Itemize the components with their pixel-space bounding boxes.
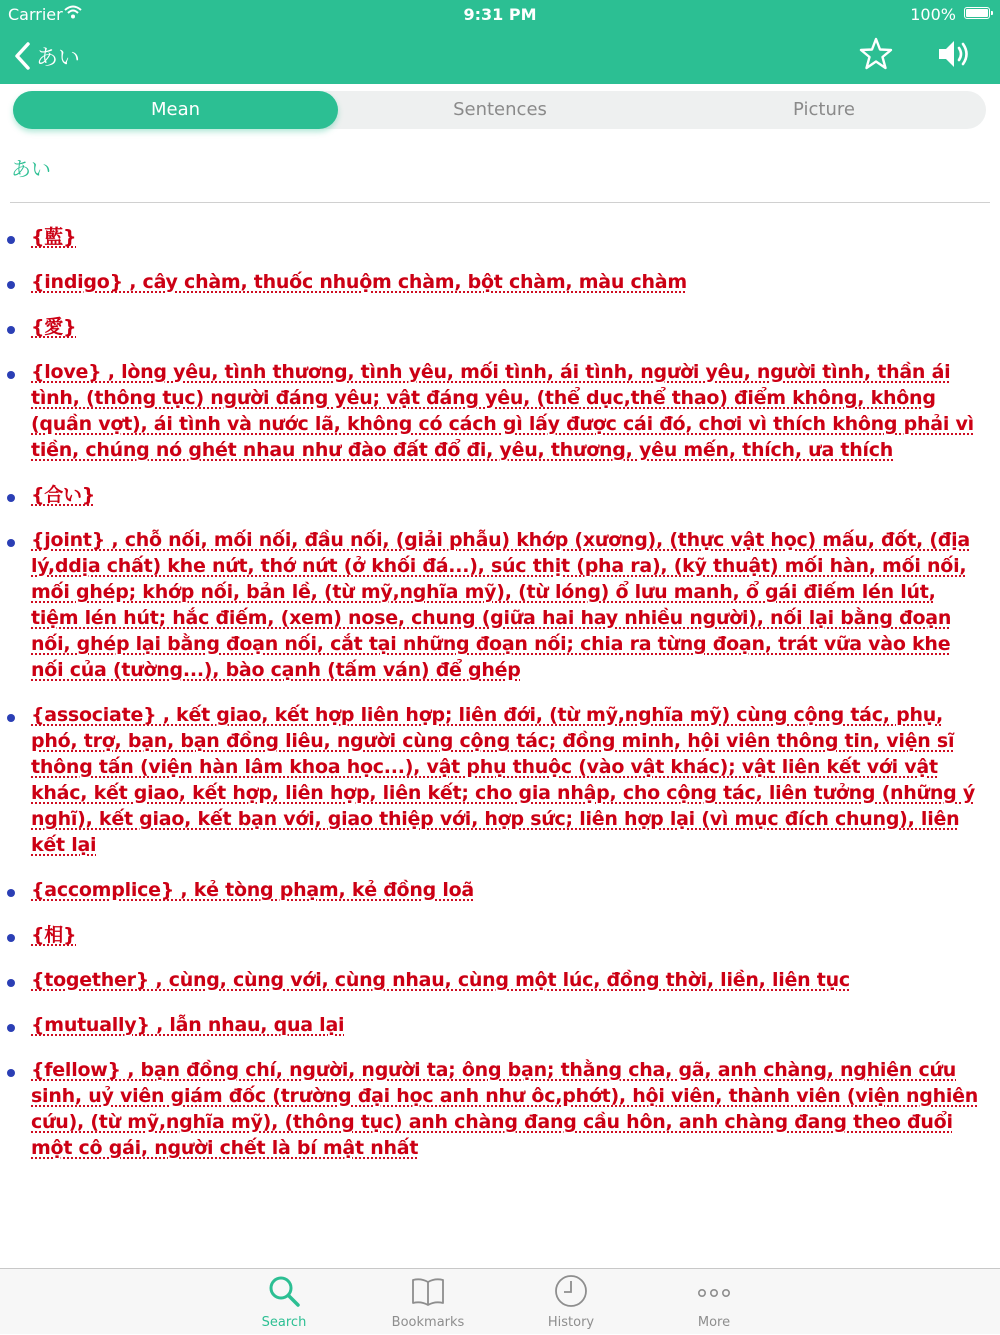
definition-item <box>0 877 1000 903</box>
bullet-icon <box>7 494 15 502</box>
carrier-label: Carrier <box>8 5 63 24</box>
bullet-icon <box>7 326 15 334</box>
definition-text[interactable]: {love} , lòng yêu, tình thương, tình yêu, mối tình, ái tình, người yêu, người tình, thần ái tình, (thông tục) người đáng yêu; vật đáng yêu, (thể dục,thể thao) điểm không, không (quần vợt), ái tình và nước lã, không có cách gì lấy được cái đó, chơi vì thích không phải vì tiền, chúng nó ghét nhau như đào đất đổ đi, yêu, thương, yêu mến, thích, ưa thích <box>31 361 974 461</box>
definition-item <box>0 527 1000 683</box>
navigation-bar <box>0 28 1000 84</box>
definition-item <box>0 922 1000 948</box>
battery-icon <box>964 7 990 19</box>
definition-item <box>0 314 1000 340</box>
tabbar-more[interactable] <box>654 1269 774 1335</box>
word-title: あい <box>11 157 51 181</box>
definition-list <box>0 224 1000 1180</box>
definition-item <box>0 702 1000 858</box>
bullet-icon <box>7 281 15 289</box>
app-header <box>0 0 1000 84</box>
bullet-icon <box>7 889 15 897</box>
tabbar-search-label: Search <box>261 1315 307 1330</box>
status-bar <box>0 0 1000 28</box>
definition-text[interactable]: {fellow} , bạn đồng chí, người, người ta; ông bạn; thằng cha, gã, anh chàng, nghiên cứu sinh, uỷ viên giám đốc (trường đại học anh như ôc,phớt), hội viên, thành viên (viện nghiên cứu), (từ mỹ,nghĩa mỹ), (thông tục) anh chàng đang cầu hôn, anh chàng đang theo đuổi một cô gái, người chết là bí mật nhất <box>31 1059 979 1159</box>
bullet-icon <box>7 714 15 722</box>
tabbar-search[interactable] <box>224 1269 344 1335</box>
search-icon <box>266 1273 302 1309</box>
definition-item <box>0 482 1000 508</box>
status-time: 9:31 PM <box>463 5 537 24</box>
more-icon <box>696 1273 732 1309</box>
speaker-icon[interactable] <box>936 36 974 72</box>
star-icon[interactable] <box>858 36 894 72</box>
definition-text[interactable]: {愛} <box>31 316 77 338</box>
definition-item <box>0 1012 1000 1038</box>
tab-bar <box>0 1268 1000 1334</box>
definition-item <box>0 1057 1000 1161</box>
definition-text[interactable]: {藍} <box>31 226 77 248</box>
definition-text[interactable]: {indigo} , cây chàm, thuốc nhuộm chàm, bột chàm, màu chàm <box>31 271 687 293</box>
tabbar-bookmarks-label: Bookmarks <box>391 1315 465 1330</box>
bullet-icon <box>7 934 15 942</box>
bullet-icon <box>7 236 15 244</box>
tab-picture[interactable]: Picture <box>793 99 855 120</box>
definition-text[interactable]: {accomplice} , kẻ tòng phạm, kẻ đồng loã <box>31 879 474 901</box>
bullet-icon <box>7 1069 15 1077</box>
bullet-icon <box>7 979 15 987</box>
bullet-icon <box>7 1024 15 1032</box>
clock-icon <box>553 1273 589 1309</box>
definition-item <box>0 269 1000 295</box>
battery-percent: 100% <box>910 5 956 24</box>
book-icon <box>410 1273 446 1309</box>
tabbar-bookmarks[interactable] <box>368 1269 488 1335</box>
definition-text[interactable]: {together} , cùng, cùng với, cùng nhau, cùng một lúc, đồng thời, liền, liên tục <box>31 969 850 991</box>
definition-item <box>0 359 1000 463</box>
back-label: あい <box>36 45 81 71</box>
back-button[interactable] <box>12 36 80 76</box>
tab-sentences[interactable]: Sentences <box>453 99 547 120</box>
tab-mean[interactable]: Mean <box>13 91 338 129</box>
definition-item <box>0 967 1000 993</box>
definition-text[interactable]: {相} <box>31 924 77 946</box>
tabbar-history[interactable] <box>511 1269 631 1335</box>
definition-text[interactable]: {mutually} , lẫn nhau, qua lại <box>31 1014 345 1036</box>
chevron-left-icon <box>12 41 32 71</box>
bullet-icon <box>7 371 15 379</box>
definition-text[interactable]: {合い} <box>31 484 96 506</box>
segmented-control <box>13 91 986 129</box>
definition-text[interactable]: {associate} , kết giao, kết hợp liên hợp; liên đới, (từ mỹ,nghĩa mỹ) cùng cộng tác, phụ, phó, trợ, bạn, bạn đồng liêu, người cùng cộng tác; đồng minh, hội viên thông tin, viện sĩ thông tấn (viện hàn lâm khoa học...), vật phụ thuộc (vào vật khác); vật liên kết với vật khác, kết giao, kết hợp, liên hợp, liên kết; cho gia nhập, cho cộng tác, liên tưởng (những ý nghĩ), kết giao, kết bạn với, giao thiệp với, hợp sức; liên hợp lại (vì mục đích chung), liên kết lại <box>31 704 975 856</box>
bullet-icon <box>7 539 15 547</box>
definition-text[interactable]: {joint} , chỗ nối, mối nối, đầu nối, (giải phẫu) khớp (xương), (thực vật học) mấu, đốt, (địa lý,ddịa chất) khe nứt, thớ nứt (ở khối đá...), súc thịt (pha ra), (kỹ thuật) mối hàn, mối nối, mối ghép; khớp nối, bản lề, (từ mỹ,nghĩa mỹ), (từ lóng) ổ lưu manh, ổ gái điếm lén lút, tiệm lén hút; hắc điếm, (xem) nose, chung (giữa hai hay nhiều người), nối lại bằng đoạn nối, ghép lại bằng đoạn nối, cắt tại những đoạn nối; chia ra từng đoạn, trát vữa vào khe nối của (tường...), bào cạnh (tấm ván) để ghép <box>31 529 970 681</box>
definition-item <box>0 224 1000 250</box>
divider <box>10 202 990 203</box>
tabbar-more-label: More <box>697 1315 731 1330</box>
tabbar-history-label: History <box>547 1315 595 1330</box>
